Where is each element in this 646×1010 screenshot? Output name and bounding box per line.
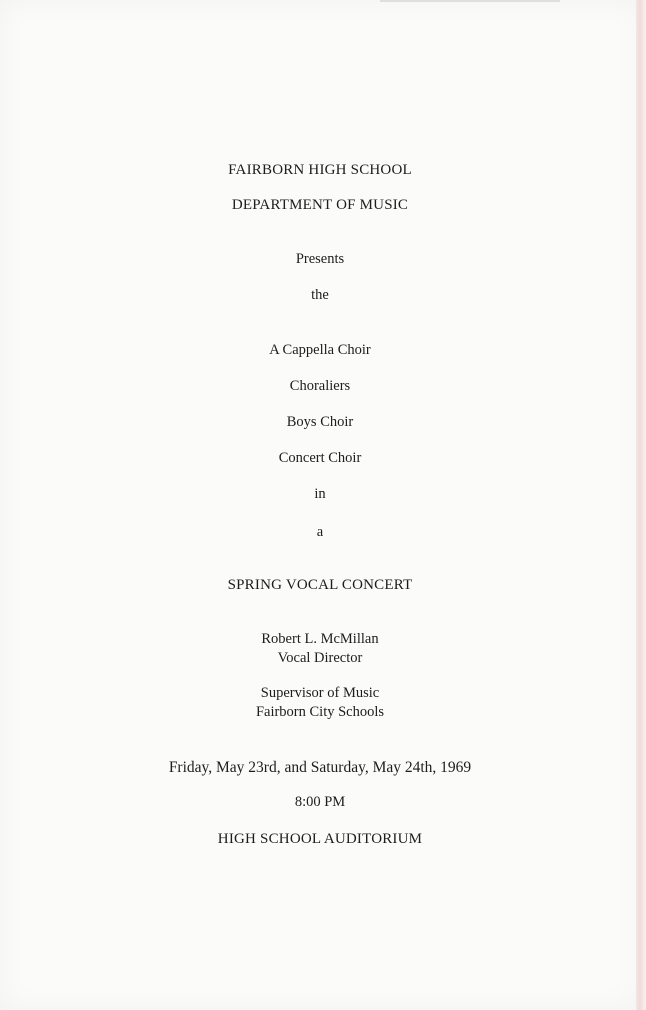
- concert-dates: Friday, May 23rd, and Saturday, May 24th, 1969: [168, 759, 472, 776]
- choir-choraliers: Choraliers: [289, 378, 351, 394]
- supervisor-org: Fairborn City Schools: [255, 704, 385, 720]
- in-text: in: [314, 486, 326, 502]
- concert-title: SPRING VOCAL CONCERT: [227, 577, 413, 593]
- page-top-edge: [380, 0, 560, 2]
- choir-a-cappella: A Cappella Choir: [269, 342, 371, 358]
- a-text: a: [316, 524, 324, 540]
- director-name: Robert L. McMillan: [261, 631, 379, 647]
- choir-boys: Boys Choir: [286, 414, 354, 430]
- school-name: FAIRBORN HIGH SCHOOL: [228, 162, 412, 178]
- presents-text: Presents: [295, 251, 345, 267]
- director-title: Vocal Director: [277, 650, 363, 666]
- page-edge: [636, 0, 646, 1010]
- choir-concert: Concert Choir: [278, 450, 362, 466]
- concert-venue: HIGH SCHOOL AUDITORIUM: [217, 831, 423, 847]
- supervisor-title: Supervisor of Music: [260, 685, 380, 701]
- concert-time: 8:00 PM: [294, 794, 346, 810]
- the-text: the: [311, 287, 329, 303]
- department-name: DEPARTMENT OF MUSIC: [231, 197, 409, 213]
